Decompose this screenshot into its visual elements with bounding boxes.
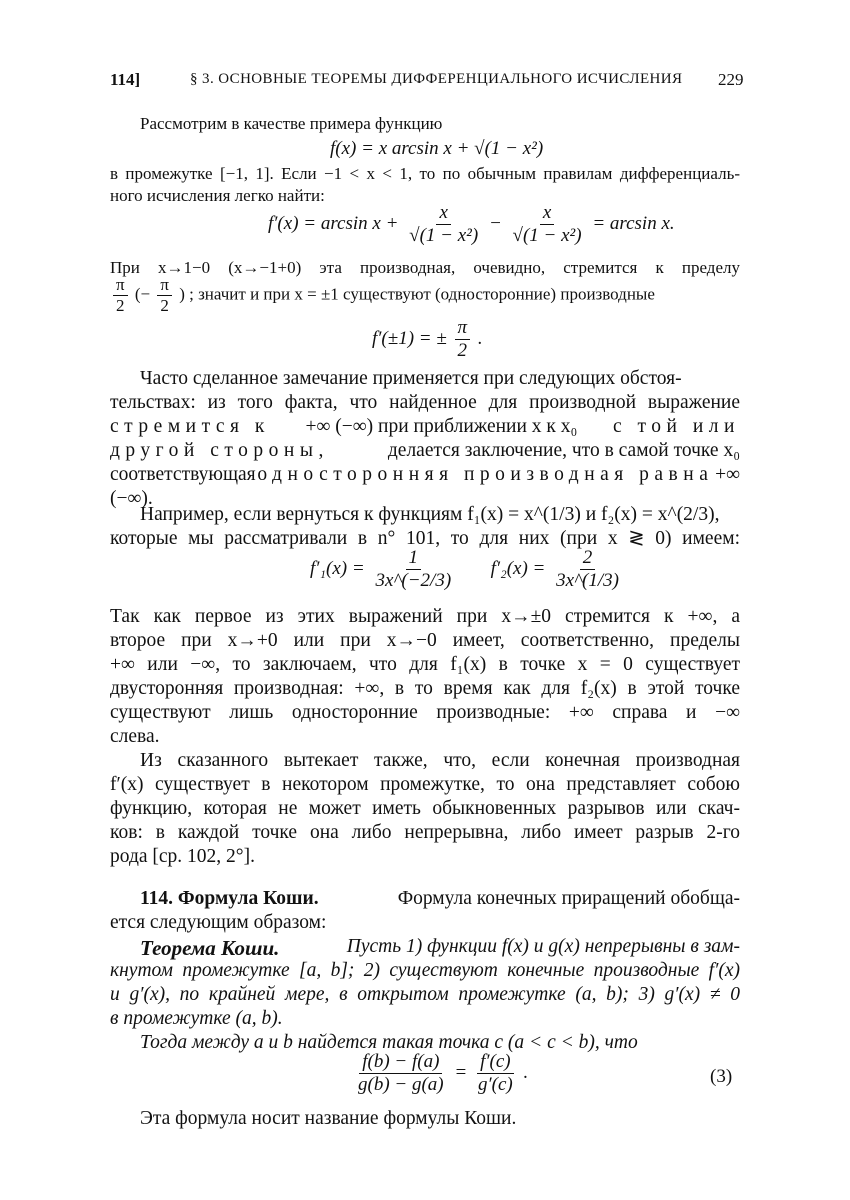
fraction-denominator: g′(c) xyxy=(477,1073,513,1095)
paragraph-line: функцию, которая не может иметь обыкновенных разрывов или скач- xyxy=(110,798,740,819)
fraction-numerator: f(b) − f(a) xyxy=(359,1052,442,1074)
theorem-line: Тогда между a и b найдется такая точка c (a < c < b), что xyxy=(140,1032,638,1053)
text-line: ного исчисления легко найти: xyxy=(110,186,325,205)
eq-part: . xyxy=(523,1061,529,1083)
fraction-denominator: √(1 − x²) xyxy=(512,224,582,246)
eq-part: = xyxy=(454,1061,468,1083)
paragraph-line: существуют лишь односторонние производные: +∞ справа и −∞ xyxy=(110,702,740,723)
equation-label: (3) xyxy=(710,1066,733,1087)
fraction xyxy=(455,318,471,361)
text-part: +∞ (−∞) при приближении x к x₀ xyxy=(305,416,578,437)
fraction-denominator: 3x^(1/3) xyxy=(556,569,619,591)
fraction xyxy=(113,276,128,315)
eq-part: = arcsin x. xyxy=(592,212,675,234)
fraction xyxy=(553,548,622,591)
paragraph-line: рода [ср. 102, 2°]. xyxy=(110,846,255,867)
text-line: в промежутке [−1, 1]. Если −1 < x < 1, то по обычным правилам дифференциаль- xyxy=(110,164,740,183)
eq-part: (− xyxy=(134,284,151,304)
paragraph-line: +∞ или −∞, то заключаем, что для f₁(x) в точке x = 0 существует xyxy=(110,654,740,675)
equation-function: f(x) = x arcsin x + √(1 − x²) xyxy=(330,138,544,159)
paragraph-line: второе при x→+0 или при x→−0 имеет, соответственно, пределы xyxy=(110,630,740,651)
fraction-numerator: π xyxy=(157,276,172,296)
paragraph-line: слева. xyxy=(110,726,160,747)
fraction-denominator: 2 xyxy=(457,339,468,361)
eq-part: . xyxy=(477,327,483,349)
final-line: Эта формула носит название формулы Коши. xyxy=(140,1108,517,1129)
fraction-denominator: √(1 − x²) xyxy=(409,224,479,246)
paragraph-line: f′(x) существует в некотором промежутке, то она представляет собою xyxy=(110,774,740,795)
spaced-text: односторонняя производная равна xyxy=(257,464,714,485)
eq-part: ) xyxy=(179,284,185,304)
spaced-text: стремится к xyxy=(110,416,270,437)
equation-derivatives-f1-f2 xyxy=(310,548,625,591)
fraction-numerator: 1 xyxy=(406,548,422,570)
limit-line xyxy=(110,276,655,315)
text-part: делается заключение, что в самой точке x₀ xyxy=(387,440,740,461)
eq-part: f′(x) = arcsin x + xyxy=(268,212,399,234)
theorem-name: Теорема Коши. xyxy=(140,936,280,960)
section-heading: 114. Формула Коши. xyxy=(140,888,319,909)
text-part: Пусть 1) функции f(x) и g(x) непрерывны в зам- xyxy=(346,936,740,957)
fraction xyxy=(372,548,454,591)
paragraph-line: Часто сделанное замечание применяется при следующих обстоя- xyxy=(140,368,682,389)
equation-derivative xyxy=(268,203,675,246)
equation-onesided xyxy=(372,318,483,361)
fraction xyxy=(406,203,481,246)
eq-part: ; значит и при x = ±1 существуют (односторонние) производные xyxy=(189,284,655,304)
paragraph-line: (−∞). xyxy=(110,488,153,509)
text-part: +∞ xyxy=(715,464,740,485)
fraction-denominator: 2 xyxy=(160,295,169,315)
section-heading-line xyxy=(140,888,740,910)
paragraph-line: Так как первое из этих выражений при x→±0 стремится к +∞, а xyxy=(110,606,740,627)
theorem-line: и g′(x), по крайней мере, в открытом промежутке (a, b); 3) g′(x) ≠ 0 xyxy=(110,984,740,1005)
paragraph-line: ков: в каждой точке она либо непрерывна, либо имеет разрыв 2-го xyxy=(110,822,740,843)
text-part: соответствующая xyxy=(110,464,256,485)
eq-part: f′(±1) = ± xyxy=(372,327,447,349)
eq-part: − xyxy=(488,212,502,234)
fraction-numerator: f′(c) xyxy=(477,1052,514,1074)
paragraph-line: тельствах: из того факта, что найденное для производной выражение xyxy=(110,392,740,413)
text-part: Формула конечных приращений обобща- xyxy=(397,888,740,909)
header-running-title: § 3. ОСНОВНЫЕ ТЕОРЕМЫ ДИФФЕРЕНЦИАЛЬНОГО ИСЧИСЛЕНИЯ xyxy=(190,71,683,87)
fraction-numerator: x xyxy=(436,203,450,225)
eq-part: f′₁(x) = xyxy=(310,557,365,579)
fraction-denominator: 3x^(−2/3) xyxy=(375,569,452,591)
paragraph-line: ется следующим образом: xyxy=(110,912,327,933)
paragraph-line xyxy=(110,464,740,486)
text-part: Например, если вернуться к функциям f₁(x) = x^(1/3) и f₂(x) = x^(2/3), xyxy=(140,504,720,525)
fraction-numerator: x xyxy=(540,203,554,225)
spaced-text: другой стороны, xyxy=(110,440,329,461)
header-page-number: 229 xyxy=(718,70,744,89)
paragraph-line xyxy=(110,416,740,438)
fraction xyxy=(157,276,172,315)
paragraph-line: Из сказанного вытекает также, что, если конечная производная xyxy=(140,750,740,771)
fraction-numerator: 2 xyxy=(580,548,596,570)
theorem-line: кнутом промежутке [a, b]; 2) существуют конечные производные f′(x) xyxy=(110,960,740,981)
fraction-numerator: π xyxy=(113,276,128,296)
fraction xyxy=(510,203,585,246)
eq-part: f′₂(x) = xyxy=(490,557,546,579)
fraction-numerator: π xyxy=(455,318,471,340)
fraction-denominator: 2 xyxy=(116,295,125,315)
header-section-ref: 114] xyxy=(110,70,141,89)
paragraph-line xyxy=(110,440,740,462)
paragraph-line xyxy=(140,504,740,526)
fraction-denominator: g(b) − g(a) xyxy=(358,1073,444,1095)
equation-cauchy xyxy=(352,1052,528,1095)
theorem-line: в промежутке (a, b). xyxy=(110,1008,283,1029)
text-line: При x→1−0 (x→−1+0) эта производная, очевидно, стремится к пределу xyxy=(110,258,740,277)
fraction xyxy=(475,1052,516,1095)
paragraph-line: двусторонняя производная: +∞, в то время как для f₂(x) в этой точке xyxy=(110,678,740,699)
spaced-text: с той или xyxy=(613,416,740,437)
fraction xyxy=(355,1052,447,1095)
paragraph-line: которые мы рассматривали в n° 101, то для них (при x ≷ 0) имеем: xyxy=(110,528,740,549)
intro-text: Рассмотрим в качестве примера функцию xyxy=(140,114,443,133)
theorem-line xyxy=(140,936,740,961)
